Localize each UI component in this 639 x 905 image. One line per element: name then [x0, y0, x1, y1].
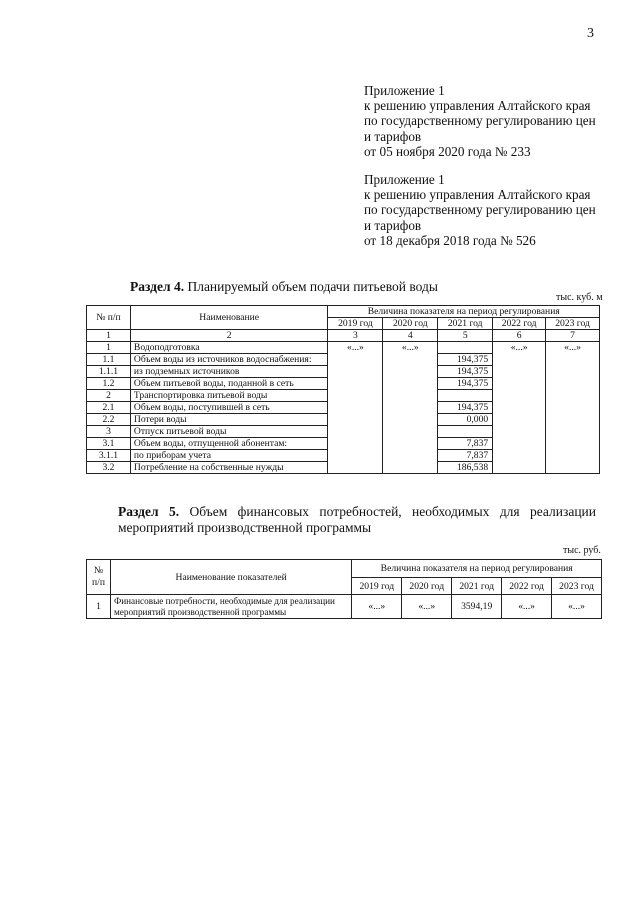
cell-2019: «...» [328, 342, 383, 474]
appendix-2-line: и тарифов [364, 217, 422, 233]
page-number: 3 [587, 26, 594, 41]
header-num: № п/п [87, 560, 111, 595]
row-num: 3 [87, 426, 131, 438]
header-year: 2020 год [402, 578, 452, 595]
appendix-1-line: Приложение 1 [364, 83, 445, 98]
cell-2020: «...» [402, 595, 452, 619]
header-year: 2021 год [438, 318, 493, 330]
header-name: Наименование [130, 306, 328, 330]
row-num: 1.1 [87, 354, 131, 366]
section-4-label: Раздел 4. [130, 279, 185, 294]
section-4-title [130, 279, 438, 295]
header-year: 2019 год [328, 318, 383, 330]
header-year: 2019 год [352, 578, 402, 595]
header-name: Наименование показателей [110, 560, 351, 595]
cell-2021: 7,837 [438, 438, 493, 450]
row-name: Потребление на собственные нужды [130, 462, 328, 474]
column-number: 7 [546, 330, 600, 342]
header-period: Величина показателя на период регулирования [328, 306, 600, 318]
header-year: 2023 год [546, 318, 600, 330]
section-5-title [118, 504, 596, 520]
header-year: 2022 год [493, 318, 546, 330]
column-number: 4 [383, 330, 438, 342]
cell-2021 [438, 342, 493, 354]
column-number: 3 [328, 330, 383, 342]
cell-2021: 194,375 [438, 378, 493, 390]
row-name: Объем воды из источников водоснабжения: [130, 354, 328, 366]
appendix-2-line: по государственному регулированию цен [364, 202, 596, 218]
cell-2022: «...» [493, 342, 546, 474]
row-name: Отпуск питьевой воды [130, 426, 328, 438]
cell-2021: 7,837 [438, 450, 493, 462]
appendix-1-line: и тарифов [364, 128, 422, 144]
cell-2021 [438, 390, 493, 402]
appendix-block-1 [364, 83, 596, 159]
row-num: 1.2 [87, 378, 131, 390]
header-year: 2020 год [383, 318, 438, 330]
row-num: 1 [87, 342, 131, 354]
appendix-1-line: от 05 ноября 2020 года № 233 [364, 143, 531, 159]
section-4-unit: тыс. куб. м [556, 292, 603, 303]
cell-2021: 194,375 [438, 366, 493, 378]
header-period: Величина показателя на период регулирования [352, 560, 602, 578]
row-num: 3.2 [87, 462, 131, 474]
header-year: 2023 год [552, 578, 602, 595]
section-4-heading: Планируемый объем подачи питьевой воды [187, 279, 438, 294]
section-4-table [86, 305, 600, 474]
cell-2020: «...» [383, 342, 438, 474]
cell-2021: 194,375 [438, 402, 493, 414]
row-num: 1 [87, 595, 111, 619]
appendix-2-line: от 18 декабря 2018 года № 526 [364, 232, 536, 248]
cell-2021: 3594,19 [452, 595, 502, 619]
header-year: 2021 год [452, 578, 502, 595]
row-num: 2.1 [87, 402, 131, 414]
row-num: 3.1 [87, 438, 131, 450]
row-name: по приборам учета [130, 450, 328, 462]
column-number: 6 [493, 330, 546, 342]
cell-2023: «...» [546, 342, 600, 474]
row-name: из подземных источников [130, 366, 328, 378]
table-row [87, 342, 600, 354]
cell-2019: «...» [352, 595, 402, 619]
row-name: Объем питьевой воды, поданной в сеть [130, 378, 328, 390]
appendix-2-line: к решению управления Алтайского края [364, 187, 591, 203]
section-5-heading-line-2: мероприятий производственной программы [118, 520, 372, 535]
cell-2022: «...» [502, 595, 552, 619]
section-5-label: Раздел 5. [118, 504, 180, 519]
section-5-heading-line-1: Объем финансовых потребностей, необходимых для реализации [189, 504, 596, 519]
row-name: Потери воды [130, 414, 328, 426]
cell-2021: 186,538 [438, 462, 493, 474]
column-number: 5 [438, 330, 493, 342]
section-5-table [86, 559, 602, 619]
section-5-unit: тыс. руб. [563, 545, 601, 556]
column-number: 1 [87, 330, 131, 342]
row-name: Транспортировка питьевой воды [130, 390, 328, 402]
row-name: Объем воды, поступившей в сеть [130, 402, 328, 414]
cell-2021: 194,375 [438, 354, 493, 366]
header-year: 2022 год [502, 578, 552, 595]
column-number: 2 [130, 330, 328, 342]
row-num: 3.1.1 [87, 450, 131, 462]
appendix-block-2 [364, 172, 596, 248]
row-num: 1.1.1 [87, 366, 131, 378]
appendix-1-line: к решению управления Алтайского края [364, 98, 591, 114]
row-num: 2.2 [87, 414, 131, 426]
row-name: Объем воды, отпущенной абонентам: [130, 438, 328, 450]
cell-2021 [438, 426, 493, 438]
cell-2023: «...» [552, 595, 602, 619]
row-num: 2 [87, 390, 131, 402]
header-num: № п/п [87, 306, 131, 330]
row-name: Финансовые потребности, необходимые для реализации мероприятий производственной программы [110, 595, 351, 619]
table-row [87, 595, 602, 619]
row-name: Водоподготовка [130, 342, 328, 354]
appendix-1-line: по государственному регулированию цен [364, 113, 596, 129]
cell-2021: 0,000 [438, 414, 493, 426]
appendix-2-line: Приложение 1 [364, 172, 445, 187]
